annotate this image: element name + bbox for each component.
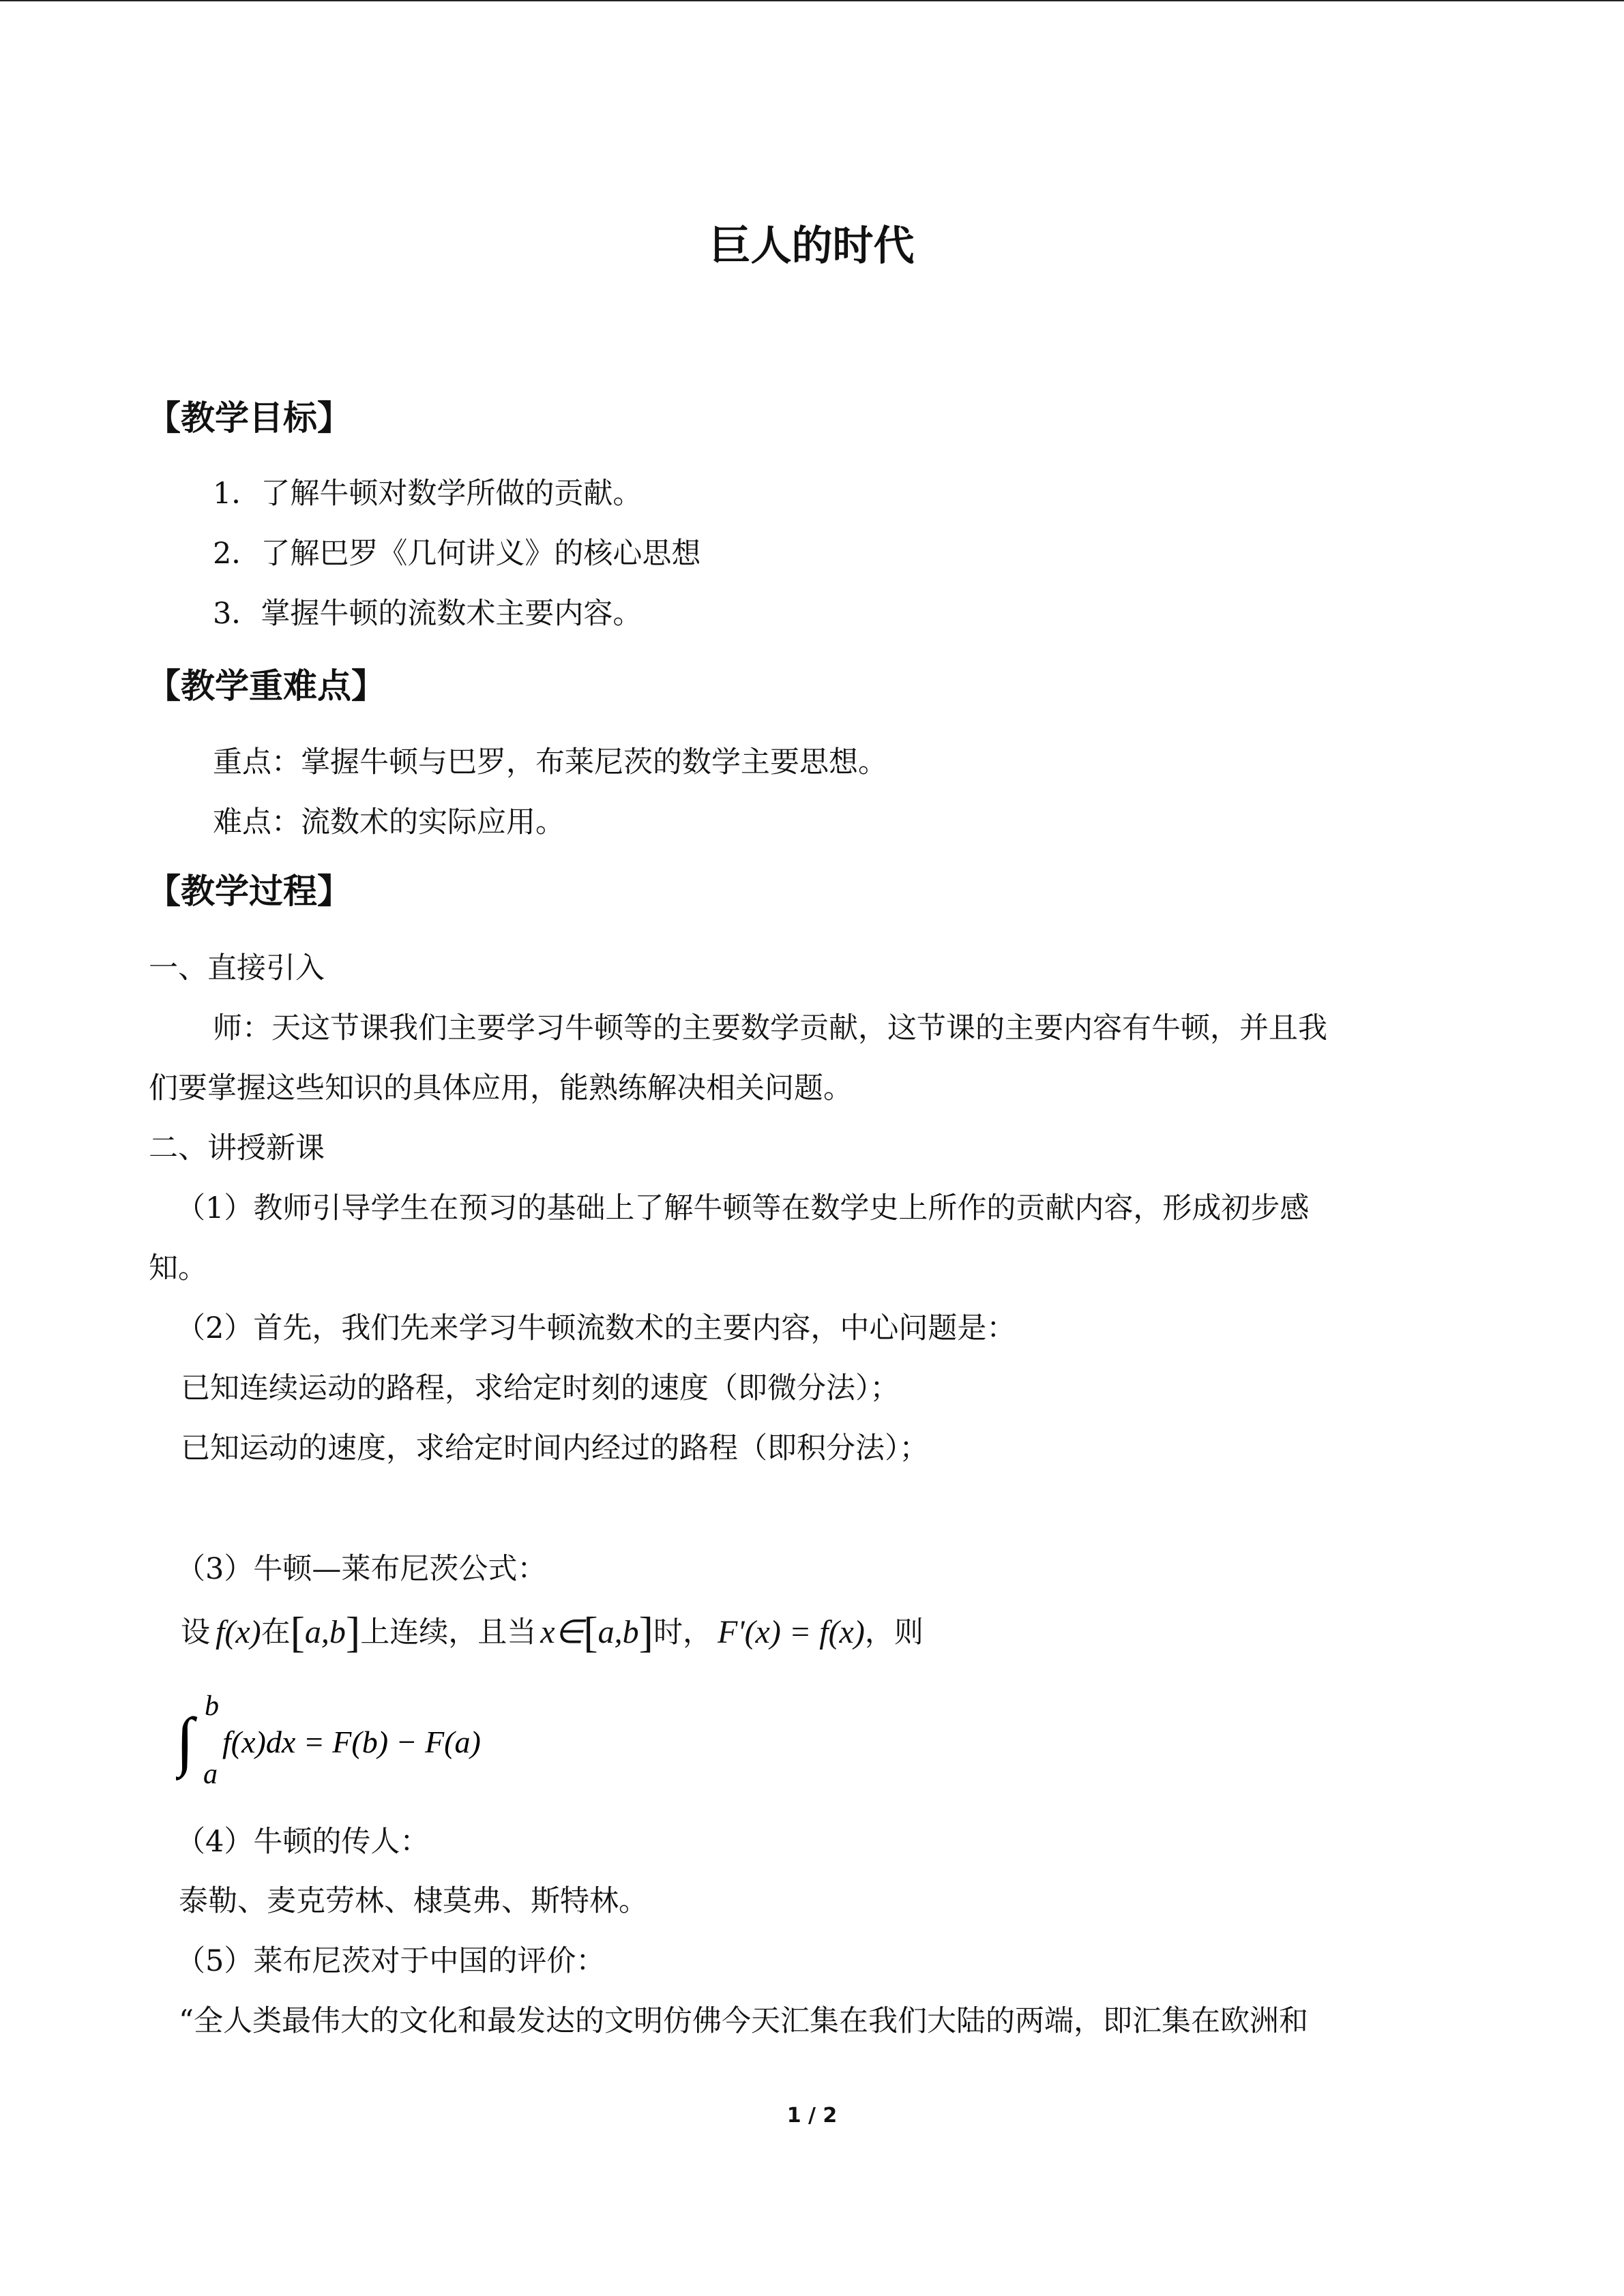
formula-in: 在 bbox=[261, 1615, 291, 1650]
step4-names: 泰勒、麦克劳林、棣莫弗、斯特林。 bbox=[179, 1884, 648, 1918]
difficult-point: 难点：流数术的实际应用。 bbox=[213, 805, 565, 839]
page-title: 巨人的时代 bbox=[709, 222, 915, 270]
integral-sign: ∫ bbox=[176, 1704, 194, 1777]
integral-body: f(x)dx = F(b) − F(a) bbox=[222, 1725, 481, 1759]
step1-line-1: （1）教师引导学生在预习的基础上了解牛顿等在数学史上所作的贡献内容，形成初步感 bbox=[176, 1191, 1310, 1225]
key-point: 重点：掌握牛顿与巴罗，布莱尼茨的数学主要思想。 bbox=[213, 745, 887, 779]
formula-when: 时， bbox=[653, 1615, 712, 1650]
formula-derivative: F'(x) = f(x) bbox=[717, 1614, 865, 1650]
part1-line-2: 们要掌握这些知识的具体应用，能熟练解决相关问题。 bbox=[149, 1071, 853, 1105]
formula-x-in: x∈ bbox=[540, 1614, 584, 1650]
formula-condition-line bbox=[181, 1608, 924, 1656]
formula-interval-2: a,b bbox=[597, 1614, 639, 1650]
step3-title: （3）牛顿—莱布尼茨公式： bbox=[176, 1552, 547, 1586]
section-heading-goals: 【教学目标】 bbox=[147, 398, 351, 438]
step2-item-1: 已知连续运动的路程，求给定时刻的速度（即微分法）； bbox=[181, 1371, 900, 1405]
part1-title: 一、直接引入 bbox=[149, 951, 325, 985]
step1-line-2: 知。 bbox=[149, 1251, 207, 1285]
part2-title: 二、讲授新课 bbox=[149, 1131, 325, 1165]
formula-then: ，则 bbox=[864, 1615, 924, 1650]
part1-line-1: 师：天这节课我们主要学习牛顿等的主要数学贡献，这节课的主要内容有牛顿，并且我 bbox=[213, 1011, 1327, 1045]
step5-title: （5）莱布尼茨对于中国的评价： bbox=[176, 1944, 606, 1978]
goal-item-1: 1．了解牛顿对数学所做的贡献。 bbox=[213, 477, 643, 511]
page-number: 1 / 2 bbox=[786, 2104, 838, 2128]
integral-formula bbox=[176, 1688, 558, 1797]
formula-prefix: 设 bbox=[181, 1615, 210, 1650]
step4-title: （4）牛顿的传人： bbox=[176, 1825, 430, 1859]
section-heading-key-points: 【教学重难点】 bbox=[147, 666, 385, 706]
step2-intro: （2）首先，我们先来学习牛顿流数术的主要内容，中心问题是： bbox=[176, 1311, 1016, 1345]
goal-item-2: 2．了解巴罗《几何讲义》的核心思想 bbox=[213, 537, 701, 571]
goal-item-3: 3．掌握牛顿的流数术主要内容。 bbox=[213, 597, 643, 631]
formula-fx: f(x) bbox=[216, 1614, 261, 1650]
step2-item-2: 已知运动的速度，求给定时间内经过的路程（即积分法）； bbox=[181, 1431, 929, 1465]
formula-interval-1: a,b bbox=[304, 1614, 346, 1650]
right-bracket-2: ] bbox=[638, 1608, 653, 1656]
left-bracket-1: [ bbox=[290, 1608, 305, 1656]
section-heading-process: 【教学过程】 bbox=[147, 871, 351, 911]
integral-upper-limit: b bbox=[205, 1690, 219, 1722]
left-bracket-2: [ bbox=[583, 1608, 598, 1656]
integral-lower-limit: a bbox=[203, 1759, 218, 1790]
right-bracket-1: ] bbox=[345, 1608, 361, 1656]
formula-cont: 上连续，且当 bbox=[360, 1615, 537, 1650]
step5-quote: “全人类最伟大的文化和最发达的文明仿佛今天汇集在我们大陆的两端，即汇集在欧洲和 bbox=[179, 2004, 1308, 2038]
top-border bbox=[0, 0, 1624, 1]
